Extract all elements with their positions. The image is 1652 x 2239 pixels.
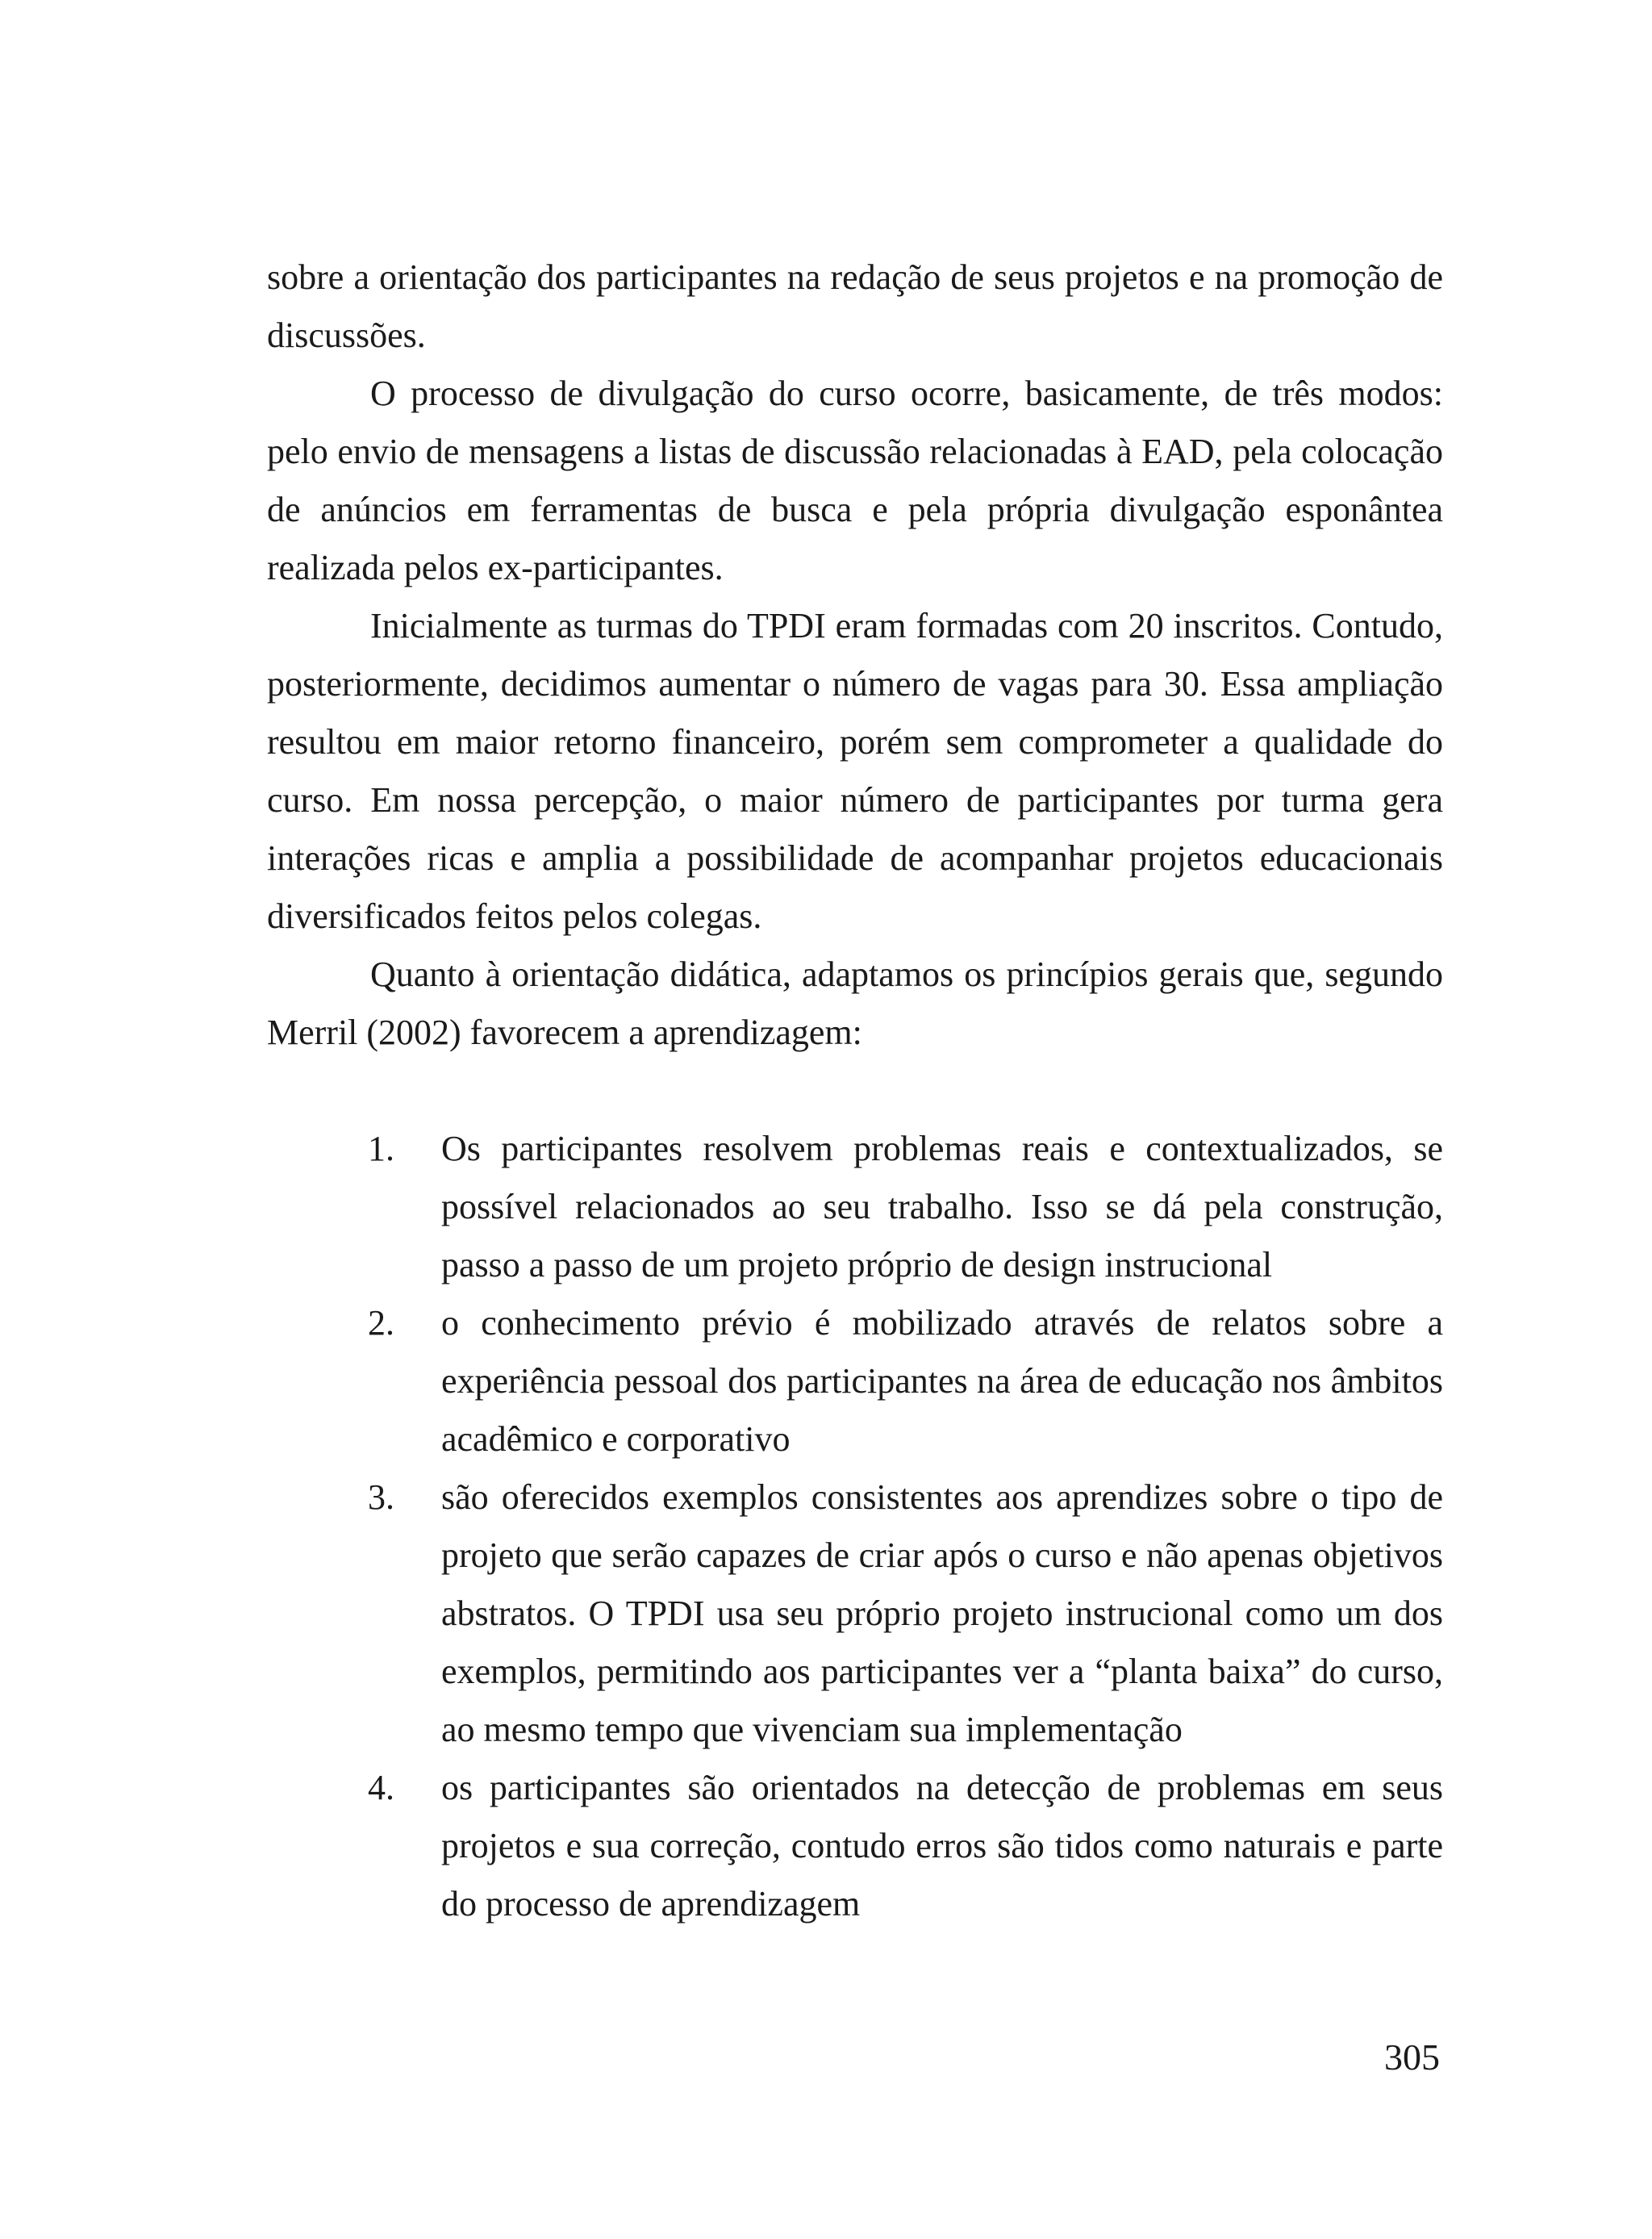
list-item-number: 2.	[368, 1303, 394, 1343]
paragraph-turmas: Inicialmente as turmas do TPDI eram formadas com 20 inscritos. Contudo, posteriormente, decidimos aumentar o número de vagas para 30. Essa ampliação resultou em maior retorno financeiro, porém sem comprometer a qualidade do curso. Em nossa percepção, o maior número de participantes por turma gera interações ricas e amplia a possibilidade de acompanhar projetos educacionais diversificados feitos pelos colegas.	[267, 606, 1443, 936]
list-item	[267, 1468, 1443, 1759]
principles-list	[267, 1120, 1443, 1933]
paragraph-continuation: sobre a orientação dos participantes na redação de seus projetos e na promoção de discussões.	[267, 257, 1443, 355]
body-text	[267, 249, 1443, 1933]
list-item-text: os participantes são orientados na detecção de problemas em seus projetos e sua correção, contudo erros são tidos como naturais e parte do processo de aprendizagem	[441, 1768, 1443, 1924]
list-item	[267, 1294, 1443, 1468]
list-item-text: são oferecidos exemplos consistentes aos aprendizes sobre o tipo de projeto que serão capazes de criar após o curso e não apenas objetivos abstratos. O TPDI usa seu próprio projeto instrucional como um dos exemplos, permitindo aos participantes ver a “planta baixa” do curso, ao mesmo tempo que vivenciam sua implementação	[441, 1477, 1443, 1749]
page-number: 305	[1384, 2036, 1440, 2078]
paragraph-divulgacao: O processo de divulgação do curso ocorre, basicamente, de três modos: pelo envio de mensagens a listas de discussão relacionadas à EAD, pela colocação de anúncios em ferramentas de busca e pela própria divulgação esponântea realizada pelos ex-participantes.	[267, 374, 1443, 587]
list-item-number: 3.	[368, 1477, 394, 1517]
list-item-text: o conhecimento prévio é mobilizado através de relatos sobre a experiência pessoal dos participantes na área de educação nos âmbitos acadêmico e corporativo	[441, 1303, 1443, 1459]
list-item-number: 1.	[368, 1129, 394, 1168]
list-item-text: Os participantes resolvem problemas reais e contextualizados, se possível relacionados ao seu trabalho. Isso se dá pela construção, passo a passo de um projeto próprio de design instrucional	[441, 1129, 1443, 1285]
list-item-number: 4.	[368, 1768, 394, 1807]
paragraph-orientacao: Quanto à orientação didática, adaptamos os princípios gerais que, segundo Merril (2002) favorecem a aprendizagem:	[267, 954, 1443, 1052]
list-item	[267, 1120, 1443, 1294]
list-item	[267, 1759, 1443, 1933]
